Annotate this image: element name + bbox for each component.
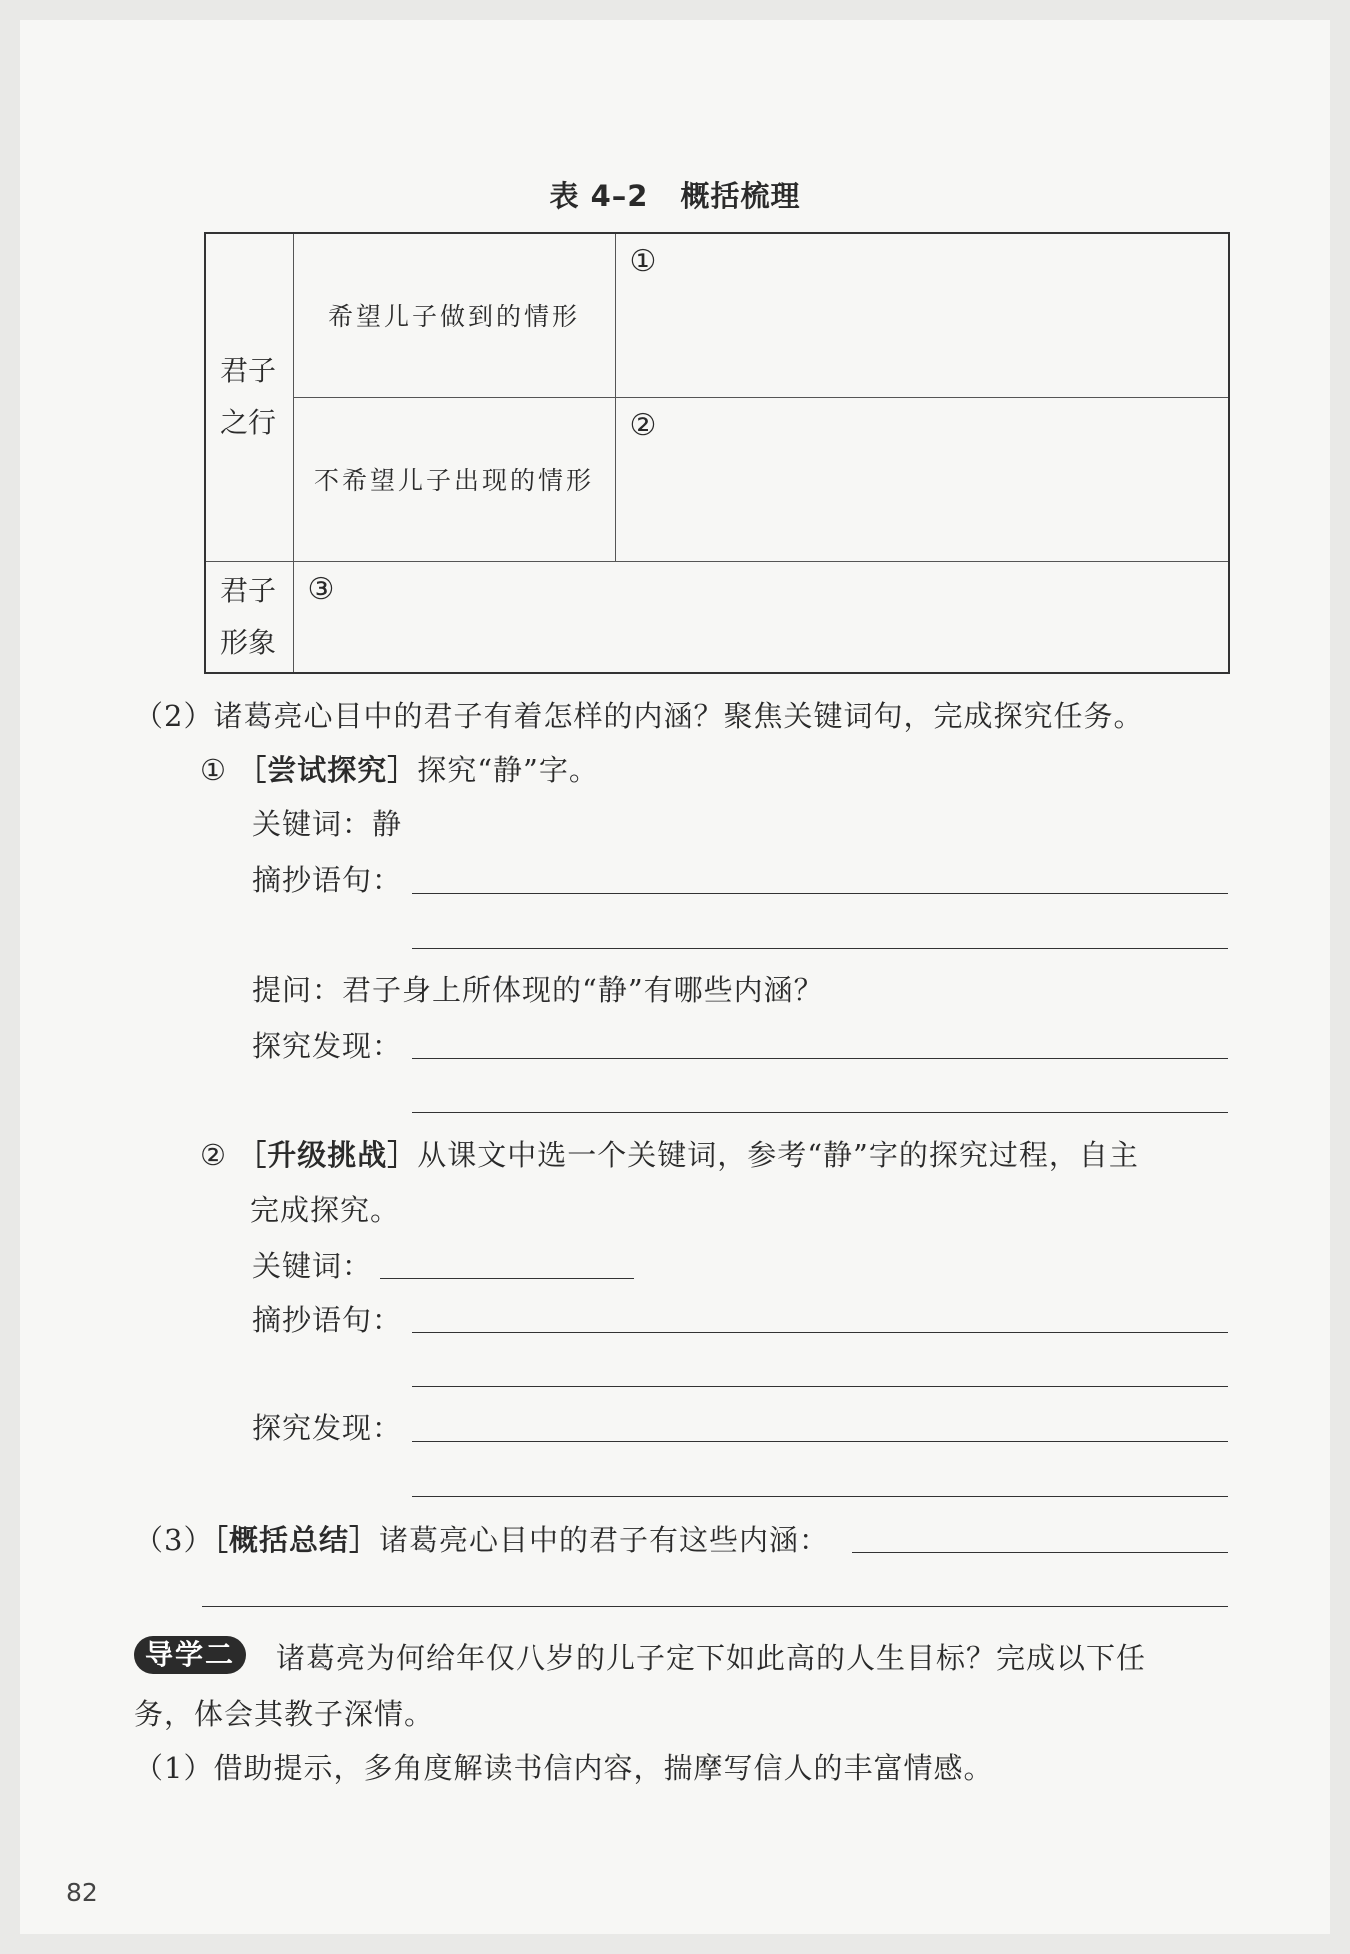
sub1-finding-line-1[interactable] (412, 1058, 1228, 1059)
marker-3: ③ (307, 571, 335, 607)
sub2-finding-line-1[interactable] (412, 1441, 1228, 1442)
q3-text: 诸葛亮心目中的君子有这些内涵： (378, 1523, 829, 1557)
sub2-excerpt-line-2[interactable] (412, 1386, 1228, 1387)
sub2-finding-label: 探究发现： (252, 1411, 403, 1445)
sub2-text: 从课文中选一个关键词，参考“静”字的探究过程，自主 (417, 1138, 1139, 1172)
q3-line-2[interactable] (202, 1606, 1228, 1607)
sub1-excerpt-label: 摘抄语句： (252, 863, 403, 897)
sub1-excerpt-line-2[interactable] (412, 948, 1228, 949)
sub1-finding-line-2[interactable] (412, 1112, 1228, 1113)
guide2-line1: 诸葛亮为何给年仅八岁的儿子定下如此高的人生目标？完成以下任 (276, 1641, 1147, 1675)
sub2-excerpt-label: 摘抄语句： (252, 1303, 403, 1337)
sub2-tag: ［升级挑战］ (237, 1138, 418, 1172)
sub1-text: 探究“静”字。 (417, 753, 599, 787)
group-label-image: 君子 形象 (205, 561, 293, 673)
answer-cell-1[interactable] (615, 233, 1229, 397)
q2-sub1 (200, 748, 599, 789)
situation-hope: 希望儿子做到的情形 (293, 233, 615, 397)
guide2-line2: 务，体会其教子深情。 (134, 1697, 435, 1731)
marker-1: ① (629, 244, 657, 279)
sub2-keyword-label: 关键词： (252, 1249, 373, 1283)
q3-line-1[interactable] (852, 1552, 1228, 1553)
q3 (134, 1518, 829, 1559)
guide2-badge: 导学二 (134, 1636, 246, 1674)
sub2-excerpt-line-1[interactable] (412, 1332, 1228, 1333)
sub1-question: 提问：君子身上所体现的“静”有哪些内涵？ (252, 973, 824, 1007)
situation-avoid: 不希望儿子出现的情形 (293, 397, 615, 561)
q2-sub2 (200, 1133, 1139, 1174)
sub1-tag: ［尝试探究］ (237, 753, 418, 787)
sub2-finding-line-2[interactable] (412, 1496, 1228, 1497)
table-title (0, 174, 1350, 215)
answer-cell-2[interactable] (615, 397, 1229, 561)
table-title-text: 概括梳理 (680, 179, 801, 213)
page-number: 82 (66, 1878, 98, 1907)
sub1-finding-label: 探究发现： (252, 1029, 403, 1063)
sub1-keyword: 关键词：静 (252, 807, 403, 841)
sub2-num: ② (200, 1138, 227, 1172)
sub2-text-cont: 完成探究。 (250, 1193, 401, 1227)
guide2-item1: （1）借助提示，多角度解读书信内容，揣摩写信人的丰富情感。 (134, 1751, 994, 1785)
sub1-num: ① (200, 753, 227, 787)
q2-prompt: （2）诸葛亮心目中的君子有着怎样的内涵？聚焦关键词句，完成探究任务。 (134, 699, 1144, 733)
sub2-keyword-line[interactable] (380, 1278, 634, 1279)
answer-cell-3[interactable] (293, 561, 1229, 673)
table-number: 表 4–2 (549, 179, 649, 213)
q3-tag: ［概括总结］ (213, 1523, 379, 1557)
q3-prefix: （3） (134, 1523, 214, 1557)
marker-2: ② (629, 407, 657, 443)
summary-table (204, 232, 1230, 674)
group-label-conduct: 君子 之行 (205, 233, 293, 561)
sub1-excerpt-line-1[interactable] (412, 893, 1228, 894)
